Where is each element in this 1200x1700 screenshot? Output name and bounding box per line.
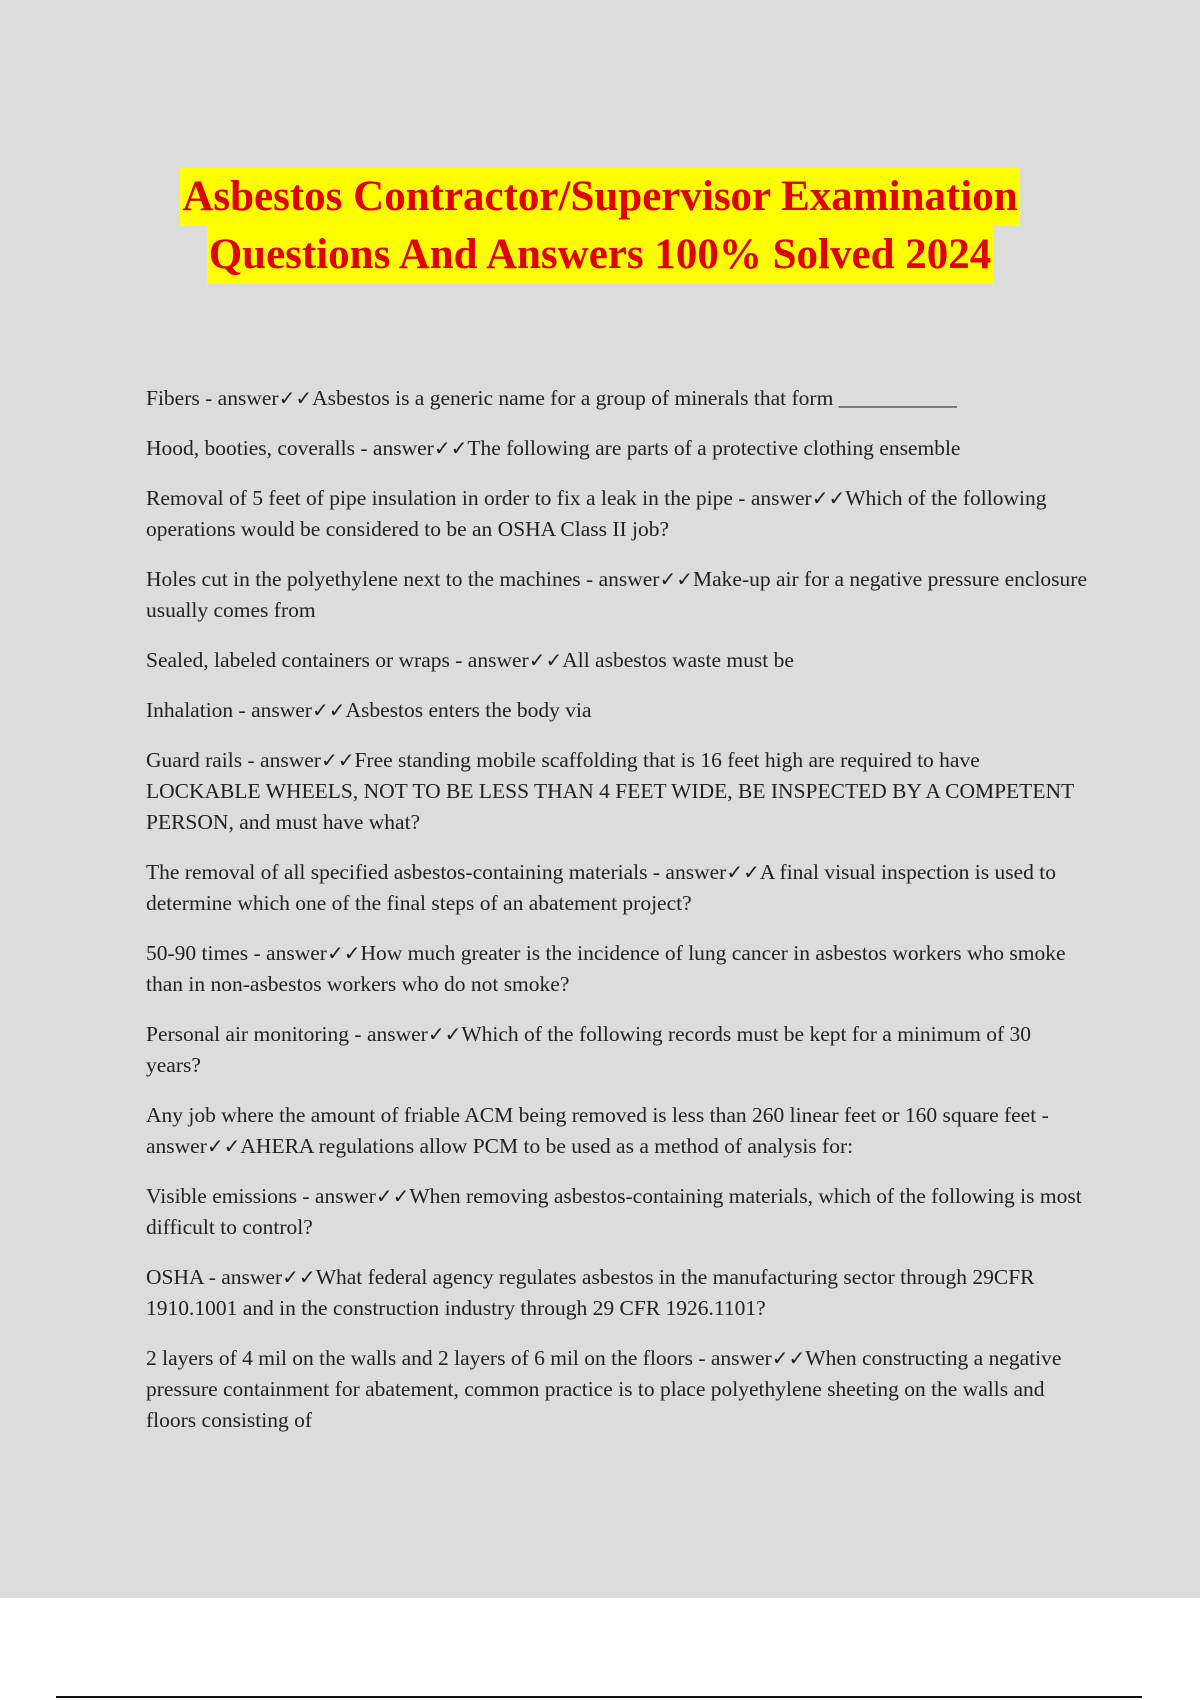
qa-answer: 50-90 times — [146, 941, 249, 965]
qa-answer: Inhalation — [146, 698, 234, 722]
qa-answer: Any job where the amount of friable ACM being removed is less than 260 linear feet or 160 square feet — [146, 1103, 1037, 1127]
qa-question: When removing asbestos-containing materials, which of the following is most difficult to control? — [146, 1184, 1082, 1239]
double-check-icon: ✓✓ — [326, 941, 361, 965]
qa-item — [146, 857, 1091, 919]
qa-question: Make-up air for a negative pressure enclosure usually comes from — [146, 567, 1087, 622]
qa-answer: Visible emissions — [146, 1184, 298, 1208]
qa-answer: Personal air monitoring — [146, 1022, 350, 1046]
qa-question: Asbestos enters the body via — [345, 698, 592, 722]
double-check-icon: ✓✓ — [726, 860, 760, 884]
footer-divider — [56, 1696, 1142, 1698]
answer-separator: - answer — [732, 486, 812, 510]
qa-item — [146, 383, 1091, 414]
answer-separator: - answer — [233, 698, 312, 722]
answer-separator: - answer — [203, 1265, 283, 1289]
qa-item — [146, 564, 1091, 626]
qa-answer: The removal of all specified asbestos-containing materials — [146, 860, 648, 884]
answer-separator: - answer — [146, 1103, 1049, 1158]
qa-question: A final visual inspection is used to determine which one of the final steps of an abatement project? — [146, 860, 1057, 915]
qa-item — [146, 745, 1091, 838]
title-line-2: Questions And Answers 100% Solved 2024 — [207, 226, 994, 284]
double-check-icon: ✓✓ — [206, 1134, 241, 1158]
answer-separator: - answer — [199, 386, 279, 410]
double-check-icon: ✓✓ — [659, 567, 693, 591]
qa-question: When constructing a negative pressure containment for abatement, common practice is to place polyethylene sheeting on the walls and floors consisting of — [146, 1346, 1062, 1432]
qa-answer: Holes cut in the polyethylene next to the machines — [146, 567, 581, 591]
answer-separator: - answer — [349, 1022, 428, 1046]
qa-question: What federal agency regulates asbestos in the manufacturing sector through 29CFR 1910.1001 and in the construction industry through 29 CFR 1926.1101? — [146, 1265, 1035, 1320]
double-check-icon: ✓✓ — [427, 1022, 462, 1046]
qa-item — [146, 1181, 1091, 1243]
qa-question: AHERA regulations allow PCM to be used as a method of analysis for: — [240, 1134, 854, 1158]
qa-question: The following are parts of a protective clothing ensemble — [467, 436, 961, 460]
qa-item — [146, 1019, 1091, 1081]
qa-item — [146, 1343, 1091, 1436]
double-check-icon: ✓✓ — [433, 436, 468, 460]
qa-question: How much greater is the incidence of lung cancer in asbestos workers who smoke than in non-asbestos workers who do not smoke? — [146, 941, 1066, 996]
qa-item — [146, 645, 1091, 676]
qa-question: Asbestos is a generic name for a group of minerals that form ___________ — [312, 386, 957, 410]
answer-separator: - answer — [692, 1346, 772, 1370]
qa-item — [146, 695, 1091, 726]
qa-item — [146, 1262, 1091, 1324]
title-line-1: Asbestos Contractor/Supervisor Examination — [180, 168, 1019, 226]
double-check-icon: ✓✓ — [278, 386, 313, 410]
qa-item — [146, 433, 1091, 464]
answer-separator: - answer — [580, 567, 660, 591]
page-title — [0, 168, 1200, 284]
answer-separator: - answer — [248, 941, 327, 965]
qa-question: Which of the following operations would be considered to be an OSHA Class II job? — [146, 486, 1047, 541]
qa-item — [146, 938, 1091, 1000]
double-check-icon: ✓✓ — [282, 1265, 316, 1289]
answer-separator: - answer — [297, 1184, 376, 1208]
qa-question: Free standing mobile scaffolding that is 16 feet high are required to have LOCKABLE WHEELS, NOT TO BE LESS THAN 4 FEET WIDE, BE INSPECTED BY A COMPETENT PERSON, and must have what? — [146, 748, 1074, 834]
qa-answer: Guard rails — [146, 748, 243, 772]
qa-answer: Hood, booties, coveralls — [146, 436, 355, 460]
double-check-icon: ✓✓ — [771, 1346, 806, 1370]
double-check-icon: ✓✓ — [375, 1184, 410, 1208]
qa-answer: Removal of 5 feet of pipe insulation in order to fix a leak in the pipe — [146, 486, 733, 510]
qa-answer: Fibers — [146, 386, 200, 410]
double-check-icon: ✓✓ — [528, 648, 563, 672]
answer-separator: - answer — [647, 860, 727, 884]
qa-answer: Sealed, labeled containers or wraps — [146, 648, 450, 672]
double-check-icon: ✓✓ — [811, 486, 846, 510]
qa-list — [146, 383, 1091, 1455]
answer-separator: - answer — [449, 648, 529, 672]
qa-question: Which of the following records must be kept for a minimum of 30 years? — [146, 1022, 1031, 1077]
answer-separator: - answer — [355, 436, 434, 460]
qa-question: All asbestos waste must be — [562, 648, 794, 672]
answer-separator: - answer — [242, 748, 321, 772]
qa-item — [146, 1100, 1091, 1162]
double-check-icon: ✓✓ — [311, 698, 346, 722]
qa-item — [146, 483, 1091, 545]
qa-answer: OSHA — [146, 1265, 204, 1289]
qa-answer: 2 layers of 4 mil on the walls and 2 layers of 6 mil on the floors — [146, 1346, 693, 1370]
double-check-icon: ✓✓ — [320, 748, 355, 772]
